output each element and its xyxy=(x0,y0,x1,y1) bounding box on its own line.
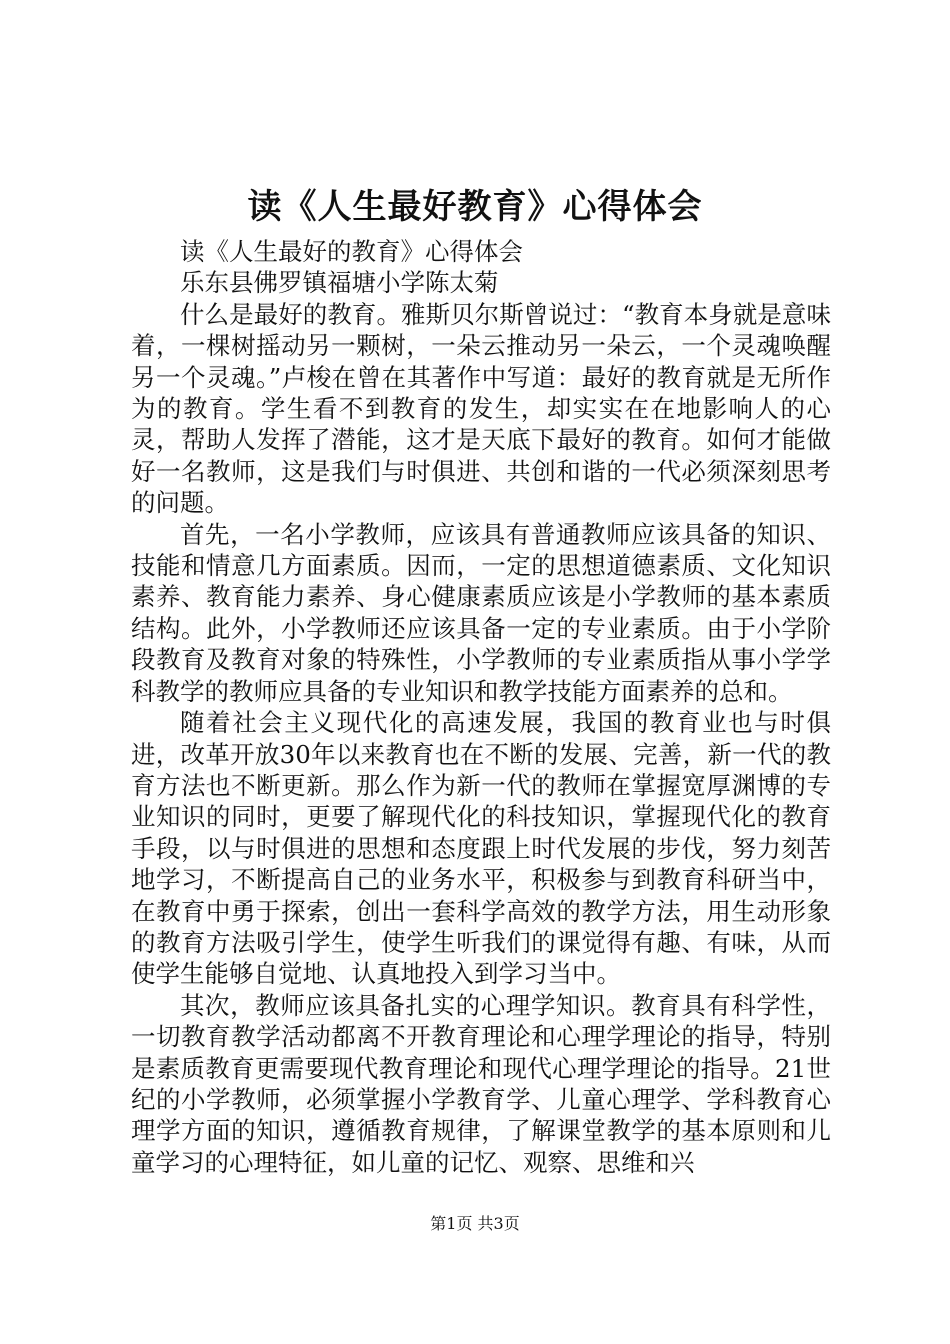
document-body xyxy=(131,236,831,1178)
body-paragraph: 随着社会主义现代化的高速发展，我国的教育业也与时俱进，改革开放30年以来教育也在不断的发展、完善，新一代的教育方法也不断更新。那么作为新一代的教师在掌握宽厚渊博的专业知识的同时，更要了解现代化的科技知识，掌握现代化的教育手段，以与时俱进的思想和态度跟上时代发展的步伐，努力刻苦地学习，不断提高自己的业务水平，积极参与到教育科研当中，在教育中勇于探索，创出一套科学高效的教学方法，用生动形象的教育方法吸引学生，使学生听我们的课觉得有趣、有味，从而使学生能够自觉地、认真地投入到学习当中。 xyxy=(131,708,831,989)
body-paragraph: 其次，教师应该具备扎实的心理学知识。教育具有科学性，一切教育教学活动都离不开教育理论和心理学理论的指导，特别是素质教育更需要现代教育理论和现代心理学理论的指导。21世纪的小学教师，必须掌握小学教育学、儿童心理学、学科教育心理学方面的知识，遵循教育规律，了解课堂教学的基本原则和儿童学习的心理特征，如儿童的记忆、观察、思维和兴 xyxy=(131,990,831,1177)
author-paragraph: 乐东县佛罗镇福塘小学陈太菊 xyxy=(180,268,499,298)
subtitle-paragraph: 读《人生最好的教育》心得体会 xyxy=(180,237,523,266)
body-paragraph: 首先，一名小学教师，应该具有普通教师应该具备的知识、技能和情意几方面素质。因而，一定的思想道德素质、文化知识素养、教育能力素养、身心健康素质应该是小学教师的基本素质结构。此外，小学教师还应该具备一定的专业素质。由于小学阶段教育及教育对象的特殊性，小学教师的专业素质指从事小学学科教学的教师应具备的专业知识和教学技能方面素养的总和。 xyxy=(131,519,831,706)
body-paragraph: 什么是最好的教育。雅斯贝尔斯曾说过：“教育本身就是意味着，一棵树摇动另一颗树，一朵云推动另一朵云，一个灵魂唤醒另一个灵魂。”卢梭在曾在其著作中写道：最好的教育就是无所作为的教育。学生看不到教育的发生，却实实在在地影响人的心灵，帮助人发挥了潜能，这才是天底下最好的教育。如何才能做好一名教师，这是我们与时俱进、共创和谐的一代必须深刻思考的问题。 xyxy=(131,299,831,518)
document-title: 读《人生最好教育》心得体会 xyxy=(247,187,703,227)
page-footer: 第1页 共3页 xyxy=(430,1214,520,1233)
